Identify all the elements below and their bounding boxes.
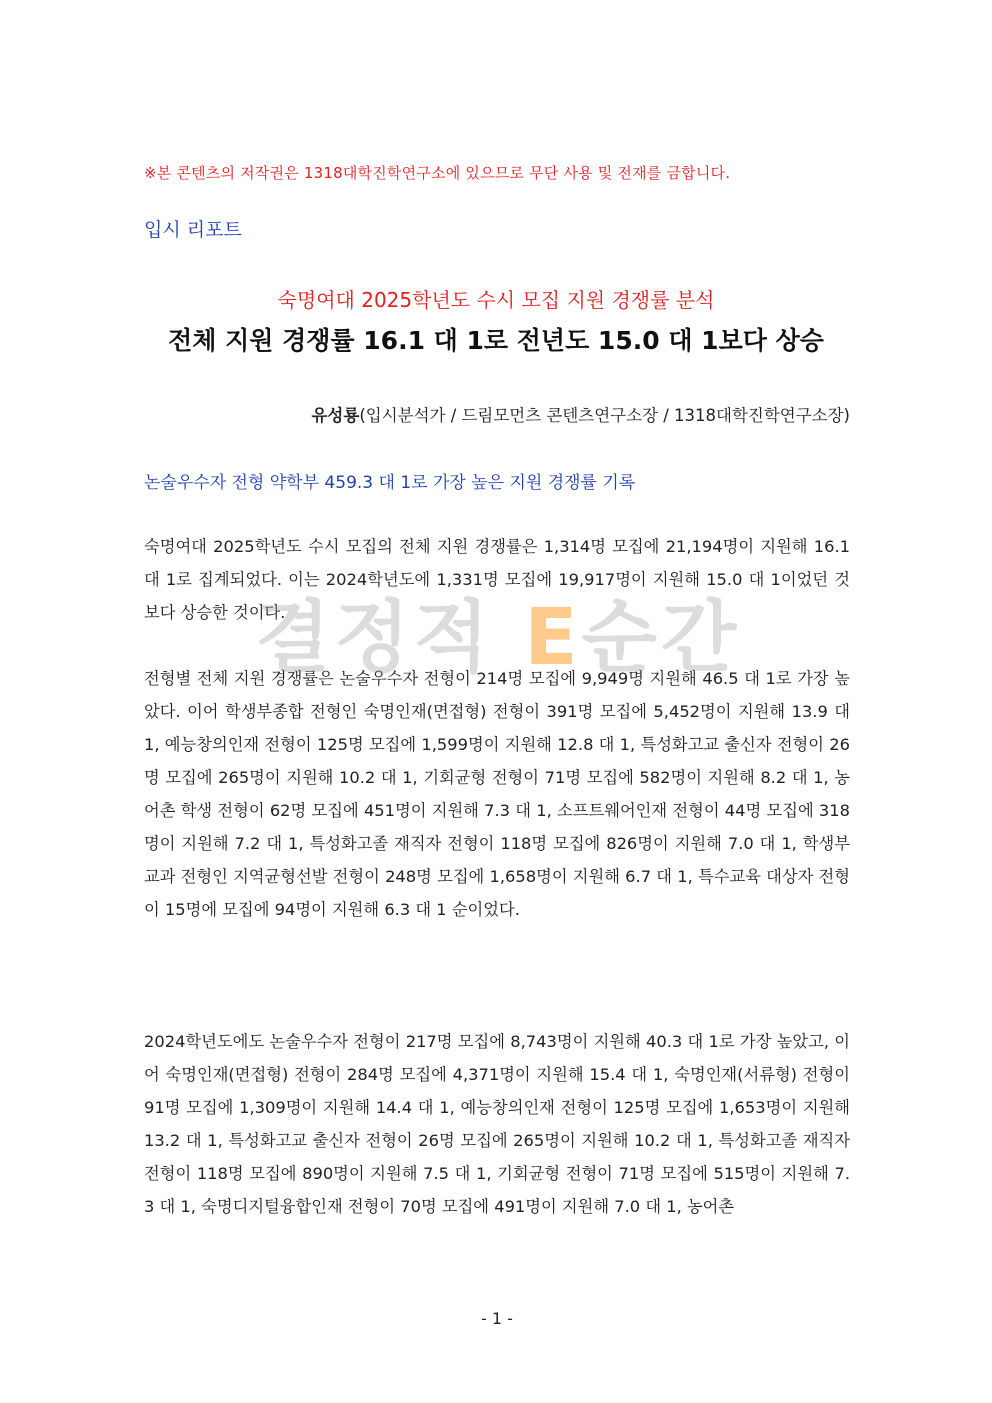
byline-affiliation: (입시분석가 / 드림모먼츠 콘텐츠연구소장 / 1318대학진학연구소장)	[359, 406, 850, 425]
watermark-accent: E	[524, 593, 582, 683]
section-label: 입시 리포트	[144, 219, 242, 241]
copyright-notice: ※본 콘텐츠의 저작권은 1318대학진학연구소에 있으므로 무단 사용 및 전재를 금합니다.	[144, 164, 731, 182]
headline: 숙명여대 2025학년도 수시 모집 지원 경쟁률 분석	[277, 288, 715, 312]
watermark-right: 순간	[581, 593, 741, 683]
body-paragraph-1: 숙명여대 2025학년도 수시 모집의 전체 지원 경쟁률은 1,314명 모집에 21,194명이 지원해 16.1 대 1로 집계되었다. 이는 2024학년도에 1,331명 모집에 19,917명이 지원해 15.0 대 1이었던 것보다 상승한 것이다.	[144, 537, 850, 622]
subheadline: 전체 지원 경쟁률 16.1 대 1로 전년도 15.0 대 1보다 상승	[168, 326, 824, 355]
watermark-left: 결정적	[255, 593, 525, 683]
body-paragraph-2: 전형별 전체 지원 경쟁률은 논술우수자 전형이 214명 모집에 9,949명 지원해 46.5 대 1로 가장 높았다. 이어 학생부종합 전형인 숙명인재(면접형) 전형이 391명 모집에 5,452명이 지원해 13.9 대 1, 예능창의인재 전형이 125명 모집에 1,599명이 지원해 12.8 대 1, 특성화고교 출신자 전형이 26명 모집에 265명이 지원해 10.2 대 1, 기회균형 전형이 71명 모집에 582명이 지원해 8.2 대 1, 농어촌 학생 전형이 62명 모집에 451명이 지원해 7.3 대 1, 소프트웨어인재 전형이 44명 모집에 318명이 지원해 7.2 대 1, 특성화고졸 재직자 전형이 118명 모집에 826명이 지원해 7.0 대 1, 학생부교과 전형인 지역균형선발 전형이 248명 모집에 1,658명이 지원해 6.7 대 1, 특수교육 대상자 전형이 15명에 모집에 94명이 지원해 6.3 대 1 순이었다.	[144, 669, 850, 919]
byline-author: 유성룡	[311, 406, 360, 425]
body-paragraph-3: 2024학년도에도 논술우수자 전형이 217명 모집에 8,743명이 지원해 40.3 대 1로 가장 높았고, 이어 숙명인재(면접형) 전형이 284명 모집에 4,371명이 지원해 15.4 대 1, 숙명인재(서류형) 전형이 91명 모집에 1,309명이 지원해 14.4 대 1, 예능창의인재 전형이 125명 모집에 1,653명이 지원해 13.2 대 1, 특성화고교 출신자 전형이 26명 모집에 265명이 지원해 10.2 대 1, 특성화고졸 재직자 전형이 118명 모집에 890명이 지원해 7.5 대 1, 기회균형 전형이 71명 모집에 515명이 지원해 7.3 대 1, 숙명디지털융합인재 전형이 70명 모집에 491명이 지원해 7.0 대 1, 농어촌	[144, 1032, 850, 1216]
page-number: - 1 -	[481, 1309, 513, 1328]
byline	[144, 402, 850, 426]
article-subtitle: 논술우수자 전형 약학부 459.3 대 1로 가장 높은 지원 경쟁률 기록	[144, 473, 636, 493]
